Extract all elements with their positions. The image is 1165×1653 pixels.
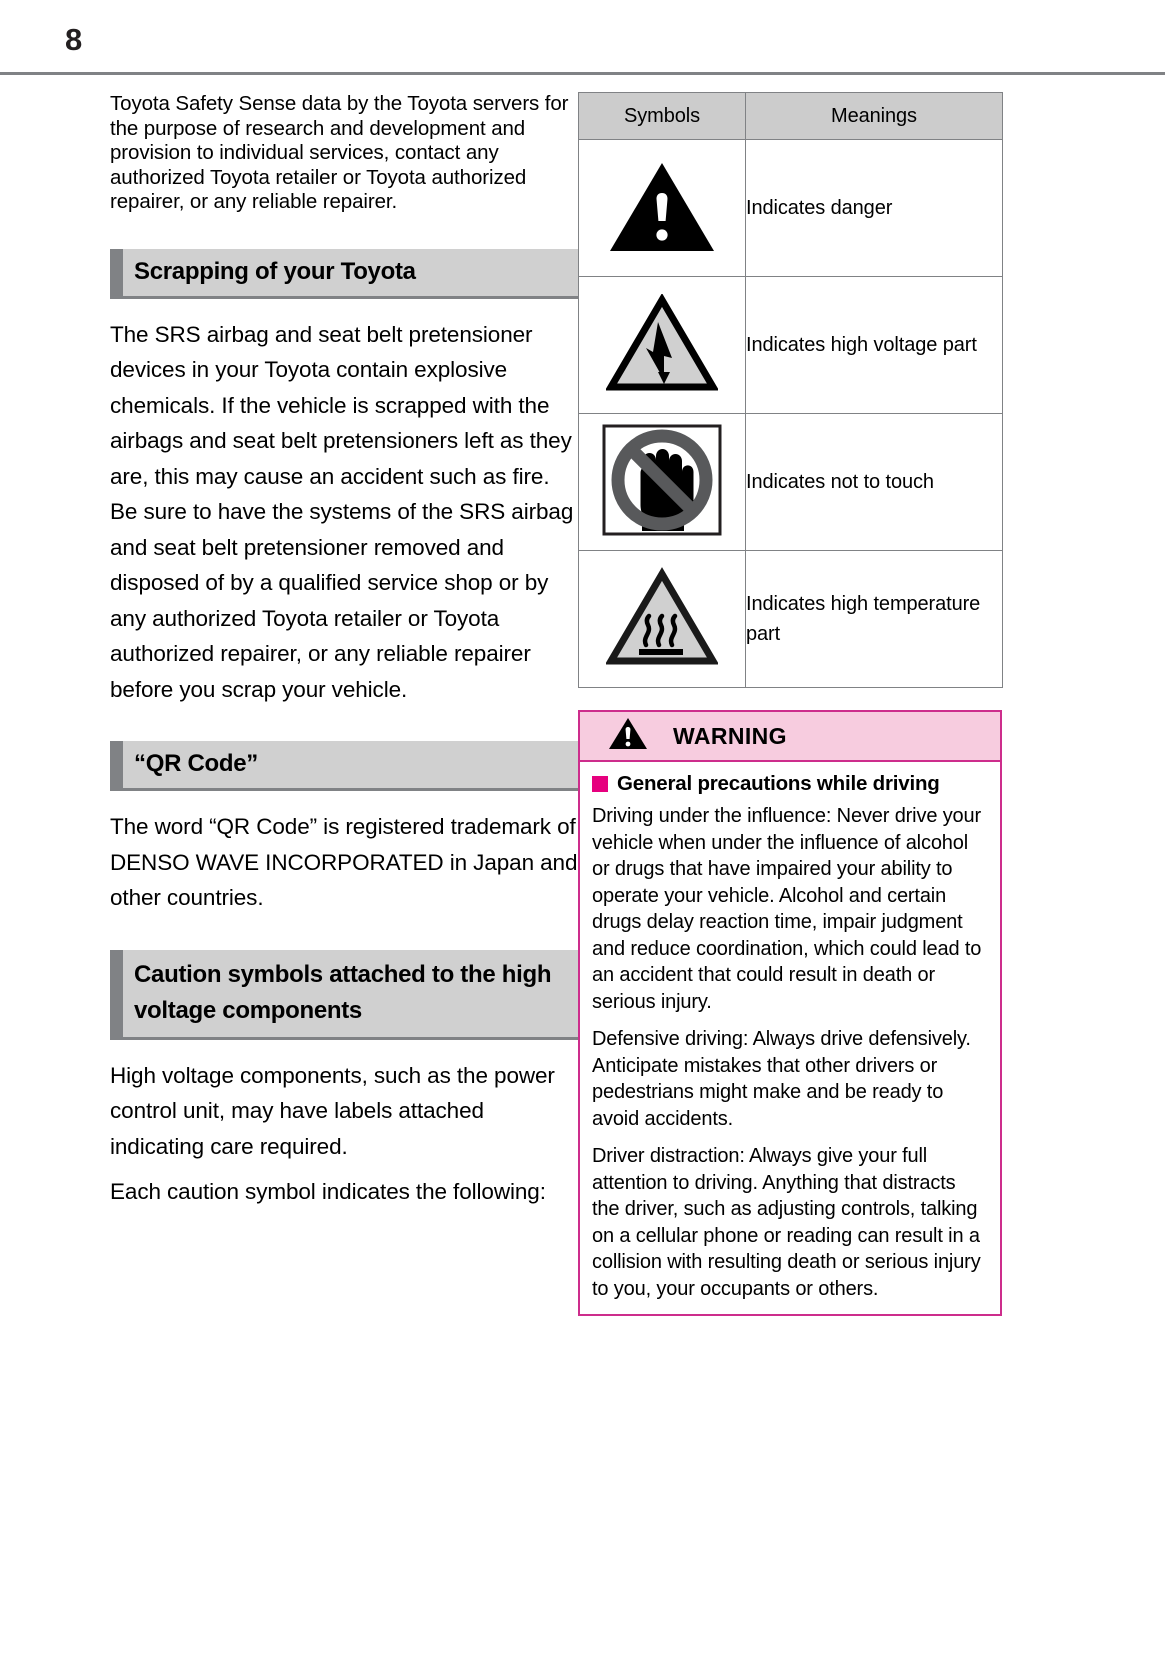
section-paragraph: Each caution symbol indicates the following: [110, 1179, 546, 1205]
section-heading-scrapping [110, 249, 578, 299]
symbol-cell [579, 140, 746, 277]
warning-box [578, 710, 1002, 1316]
page-header [0, 0, 1165, 74]
section-heading-label: “QR Code” [134, 750, 258, 778]
warning-box-body [580, 762, 1000, 1314]
danger-triangle-exclamation-icon [608, 240, 716, 257]
warning-paragraph: Driving under the influence: Never drive your vehicle when under the influence of alcohol or drugs that have impaired your ability to operate your vehicle. Alcohol and certain drugs delay reaction time, impair judgment and reduce coordination, which could lead to an accident that could result in death or serious injury. [592, 805, 982, 1013]
symbol-cell [579, 551, 746, 688]
header-divider [0, 72, 1165, 75]
high-voltage-lightning-triangle-icon [606, 379, 718, 396]
high-temperature-heat-triangle-icon [606, 654, 718, 671]
section-paragraph: The word “QR Code” is registered trademark of DENSO WAVE INCORPORATED in Japan and other countries. [110, 814, 578, 911]
warning-subheading: General precautions while driving [592, 771, 988, 796]
right-column [578, 92, 1010, 1316]
intro-paragraph: Toyota Safety Sense data by the Toyota servers for the purpose of research and development and provision to individual services, contact any authorized Toyota retailer or Toyota authorized repairer, or any reliable repairer. [110, 92, 569, 214]
meaning-cell: Indicates high temperature part [746, 551, 1003, 688]
section-heading-caution-symbols [110, 950, 578, 1040]
warning-triangle-icon [608, 716, 648, 756]
meaning-cell: Indicates danger [746, 140, 1003, 277]
section-paragraph: High voltage components, such as the power control unit, may have labels attached indicating care required. [110, 1062, 555, 1159]
table-row [579, 551, 1003, 688]
warning-box-header [580, 712, 1000, 762]
section-paragraph: The SRS airbag and seat belt pretensioner devices in your Toyota contain explosive chemicals. If the vehicle is scrapped with the airbags and seat belt pretensioners left as they are, this may cause an accident such as fire. Be sure to have the systems of the SRS airbag and seat belt pretensioner removed and disposed of by a qualified service shop or by any authorized Toyota retailer or Toyota authorized repairer, or any reliable repairer before you scrap your vehicle. [110, 321, 574, 702]
column-header-symbols: Symbols [579, 93, 746, 140]
meaning-cell: Indicates not to touch [746, 414, 1003, 551]
section-heading-label: Caution symbols attached to the high voltage components [134, 960, 552, 1024]
section-heading-label: Scrapping of your Toyota [134, 257, 416, 285]
warning-title: WARNING [673, 722, 787, 749]
meaning-cell: Indicates high voltage part [746, 277, 1003, 414]
column-header-meanings: Meanings [746, 93, 1003, 140]
page-number: 8 [65, 22, 82, 57]
left-column [110, 92, 578, 1316]
symbol-cell [579, 277, 746, 414]
symbols-meanings-table [578, 92, 1003, 688]
do-not-touch-hand-prohibition-icon [602, 523, 722, 540]
table-row [579, 277, 1003, 414]
warning-paragraph: Driver distraction: Always give your full attention to driving. Anything that distracts the driver, such as adjusting controls, talking on a cellular phone or reading can result in a collision with resulting death or serious injury to you, your occupants or others. [592, 1145, 981, 1300]
symbol-cell [579, 414, 746, 551]
table-row [579, 140, 1003, 277]
section-heading-qr-code [110, 741, 578, 791]
page-columns [0, 74, 1165, 1316]
table-header-row [579, 93, 1003, 140]
table-row [579, 414, 1003, 551]
warning-paragraph: Defensive driving: Always drive defensively. Anticipate mistakes that other drivers or pedestrians might make and be ready to avoid accidents. [592, 1028, 971, 1130]
